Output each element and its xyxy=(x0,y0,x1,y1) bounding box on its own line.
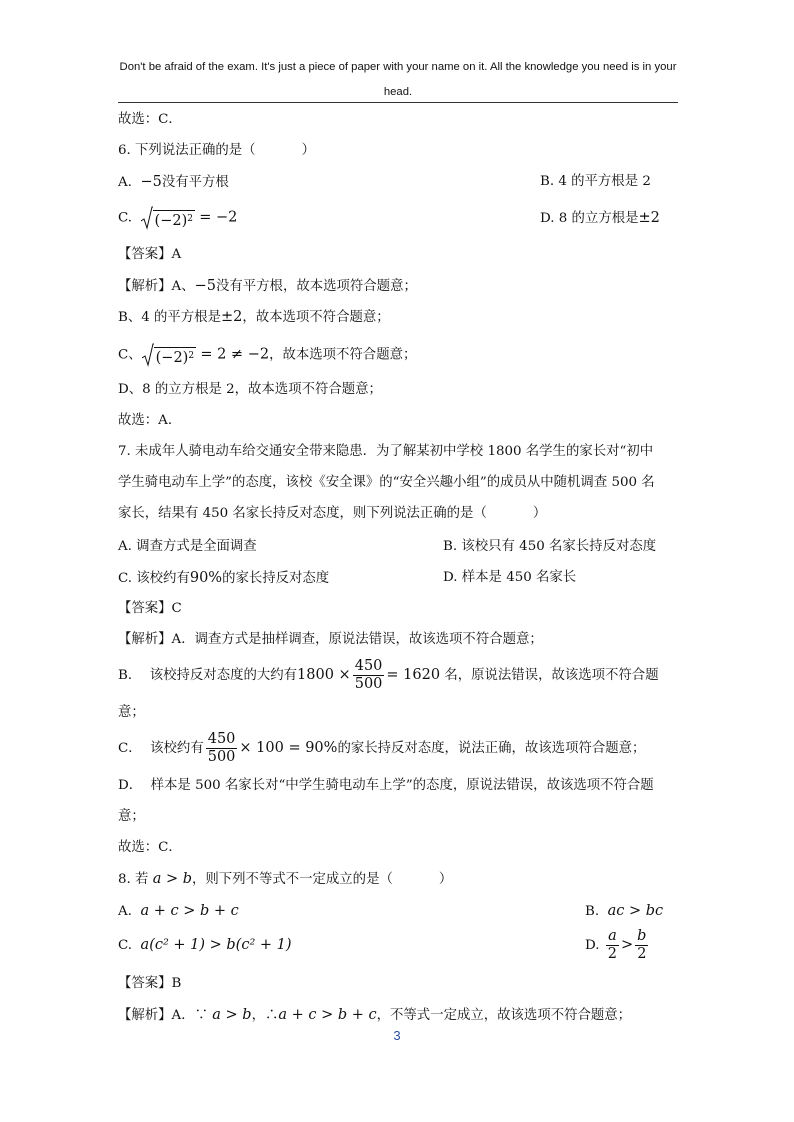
q6-option-a: A. −5没有平方根 xyxy=(118,174,229,190)
fraction: $\frac{450}{500}$ xyxy=(207,731,236,765)
fraction: $\frac{b}{2}$ xyxy=(637,928,647,962)
q6-explanation-b: B、4 的平方根是±2，故本选项不符合题意； xyxy=(118,309,390,325)
q7-explanation-a: 【解析】A．调查方式是抽样调查，原说法错误，故该选项不符合题意； xyxy=(118,632,543,647)
q7-stem-line3: 家长，结果有 450 名家长持反对态度，则下列说法正确的是（ ） xyxy=(118,506,547,521)
q6-answer: 【答案】A xyxy=(118,247,182,262)
q7-explanation-b: B． 该校持反对态度的大约有1800 × $\frac{450}{500}$ = 1620 名，原说法错误，故该选项不符合题 xyxy=(118,658,659,692)
q6-explanation-d: D、8 的立方根是 2，故本选项不符合题意； xyxy=(118,382,382,397)
square-root-expression: $(-2)^2$ xyxy=(141,206,195,230)
square-root-expression: $(-2)^2$ xyxy=(142,343,196,367)
fraction: $\frac{a}{2}$ xyxy=(607,928,618,962)
header-quote-line2: head. xyxy=(383,86,413,98)
radical-sign-icon xyxy=(142,343,154,367)
q8-explanation-a: 【解析】A．∵ a > b，∴a + c > b + c，不等式一定成立，故该选项不符合题意； xyxy=(118,1007,632,1023)
q8-option-c: C. a(c² + 1) > b(c² + 1) xyxy=(118,937,292,953)
header-quote-line1: Don't be afraid of the exam. It's just a piece of paper with your name on it. All the knowledge you need is in your xyxy=(119,61,677,73)
q6-option-d: D. 8 的立方根是±2 xyxy=(540,210,660,226)
header-divider xyxy=(118,102,678,103)
q8-option-b: B. ac > bc xyxy=(585,903,664,919)
q7-explanation-d: D． 样本是 500 名家长对“中学生骑电动车上学”的态度，原说法错误，故该选项不符合题 xyxy=(118,778,654,793)
q7-option-d: D. 样本是 450 名家长 xyxy=(443,570,577,585)
prev-conclusion: 故选：C． xyxy=(118,112,182,127)
q6-option-b: B. 4 的平方根是 2 xyxy=(540,174,651,189)
q8-option-d: D. $\frac{a}{2}$ > $\frac{b}{2}$ xyxy=(585,928,647,962)
q7-answer: 【答案】C xyxy=(118,601,182,616)
q7-conclusion: 故选：C． xyxy=(118,840,182,855)
radical-sign-icon xyxy=(141,206,153,230)
q8-answer: 【答案】B xyxy=(118,976,182,991)
q7-stem-line1: 7. 未成年人骑电动车给交通安全带来隐患．为了解某初中学校 1800 名学生的家长对“初中 xyxy=(118,444,654,459)
q7-explanation-b-wrap: 意； xyxy=(118,705,145,720)
fraction: $\frac{450}{500}$ xyxy=(354,658,383,692)
q6-explanation-a: 【解析】A、−5没有平方根，故本选项符合题意； xyxy=(118,278,417,294)
q6-stem: 6. 下列说法正确的是（ ） xyxy=(118,143,315,158)
q7-explanation-c: C． 该校约有 $\frac{450}{500}$ × 100 = 90%的家长持反对态度，说法正确，故该选项符合题意； xyxy=(118,731,646,765)
q7-option-b: B. 该校只有 450 名家长持反对态度 xyxy=(443,539,657,554)
q7-explanation-d-wrap: 意； xyxy=(118,809,145,824)
page-number: 3 xyxy=(393,1028,401,1043)
q7-stem-line2: 学生骑电动车上学”的态度，该校《安全课》的“安全兴趣小组”的成员从中随机调查 500 名 xyxy=(118,475,655,490)
q6-explanation-c: C、 $(-2)^2$ = 2 ≠ −2，故本选项不符合题意； xyxy=(118,343,416,367)
q8-option-a: A. a + c > b + c xyxy=(118,903,239,919)
page-header xyxy=(118,55,678,105)
q7-option-c: C. 该校约有90%的家长持反对态度 xyxy=(118,570,330,586)
q6-option-c: C. $(-2)^2$ = −2 xyxy=(118,206,237,230)
q6-conclusion: 故选：A． xyxy=(118,413,182,428)
q7-option-a: A. 调查方式是全面调查 xyxy=(118,539,257,554)
q8-stem: 8. 若 a > b，则下列不等式不一定成立的是（ ） xyxy=(118,871,453,887)
